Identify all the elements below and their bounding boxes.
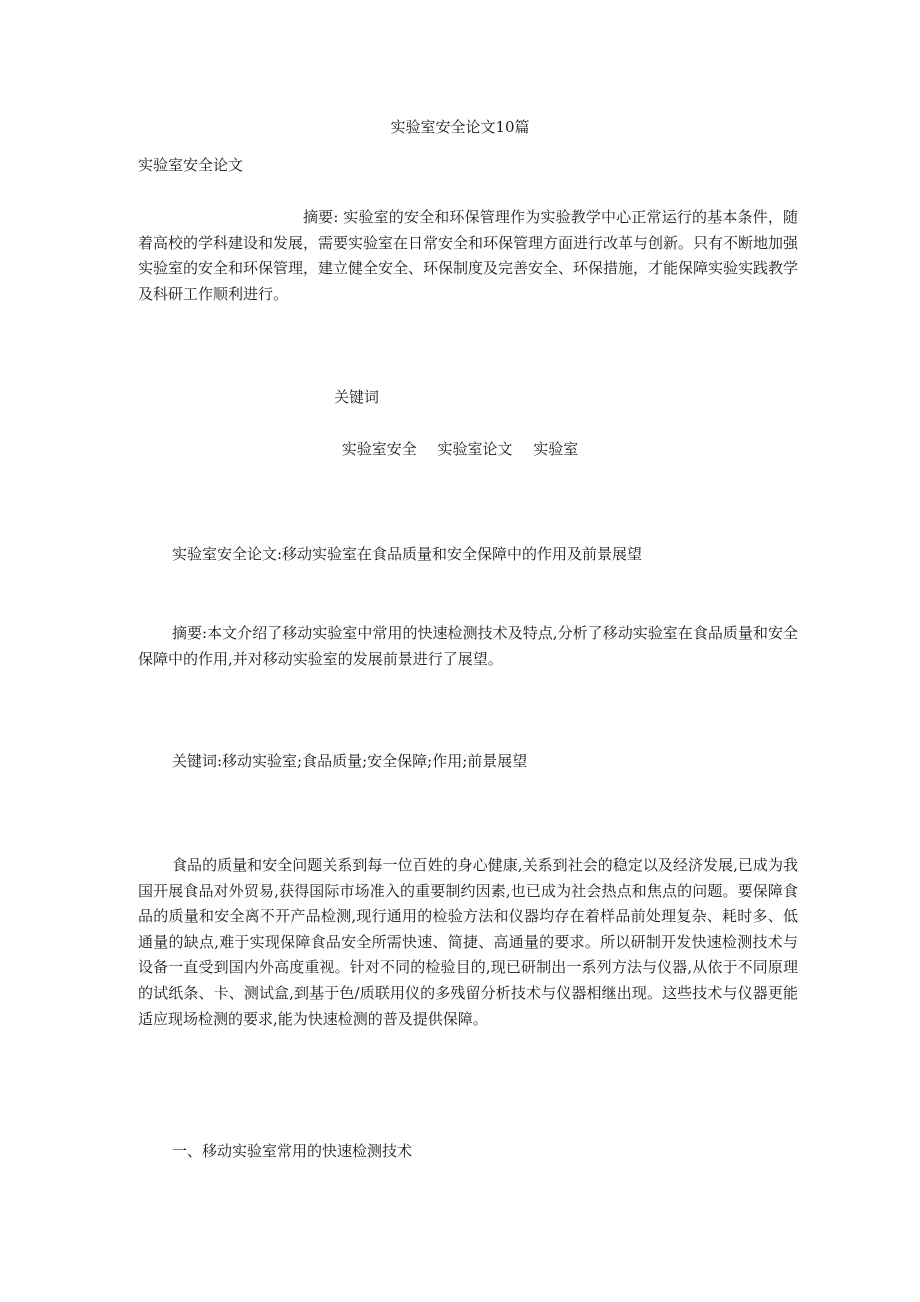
article-title: 实验室安全论文:移动实验室在食品质量和安全保障中的作用及前景展望 (172, 545, 643, 563)
keyword-item: 实验室论文 (437, 440, 513, 458)
keywords-line-2: 关键词:移动实验室;食品质量;安全保障;作用;前景展望 (172, 752, 528, 770)
document-subtitle: 实验室安全论文 (138, 156, 244, 174)
keyword-item: 实验室 (533, 440, 579, 458)
keywords-row (0, 438, 920, 460)
document-title: 实验室安全论文10篇 (390, 118, 530, 136)
keywords-label: 关键词 (334, 388, 380, 406)
body-paragraph: 食品的质量和安全问题关系到每一位百姓的身心健康,关系到社会的稳定以及经济发展,已成为我国开展食品对外贸易,获得国际市场准入的重要制约因素,也已成为社会热点和焦点的问题。要保障食品的质量和安全离不开产品检测,现行通用的检验方法和仪器均存在着样品前处理复杂、耗时多、低通量的缺点,难于实现保障食品安全所需快速、简捷、高通量的要求。所以研制开发快速检测技术与设备一直受到国内外高度重视。针对不同的检验目的,现已研制出一系列方法与仪器,从依于不同原理的试纸条、卡、测试盒,到基于色/质联用仪的多残留分析技术与仪器相继出现。这些技术与仪器更能适应现场检测的要求,能为快速检测的普及提供保障。 (138, 856, 798, 1028)
abstract-paragraph-2: 摘要:本文介绍了移动实验室中常用的快速检测技术及特点,分析了移动实验室在食品质量和安全保障中的作用,并对移动实验室的发展前景进行了展望。 (138, 624, 798, 668)
section-heading: 一、移动实验室常用的快速检测技术 (172, 1142, 413, 1160)
keyword-item: 实验室安全 (341, 440, 417, 458)
abstract-paragraph-1: 摘要: 实验室的安全和环保管理作为实验教学中心正常运行的基本条件，随着高校的学科建设和发展，需要实验室在日常安全和环保管理方面进行改革与创新。只有不断地加强实验室的安全和环保管理，建立健全安全、环保制度及完善安全、环保措施，才能保障实验实践教学及科研工作顺利进行。 (138, 208, 799, 303)
